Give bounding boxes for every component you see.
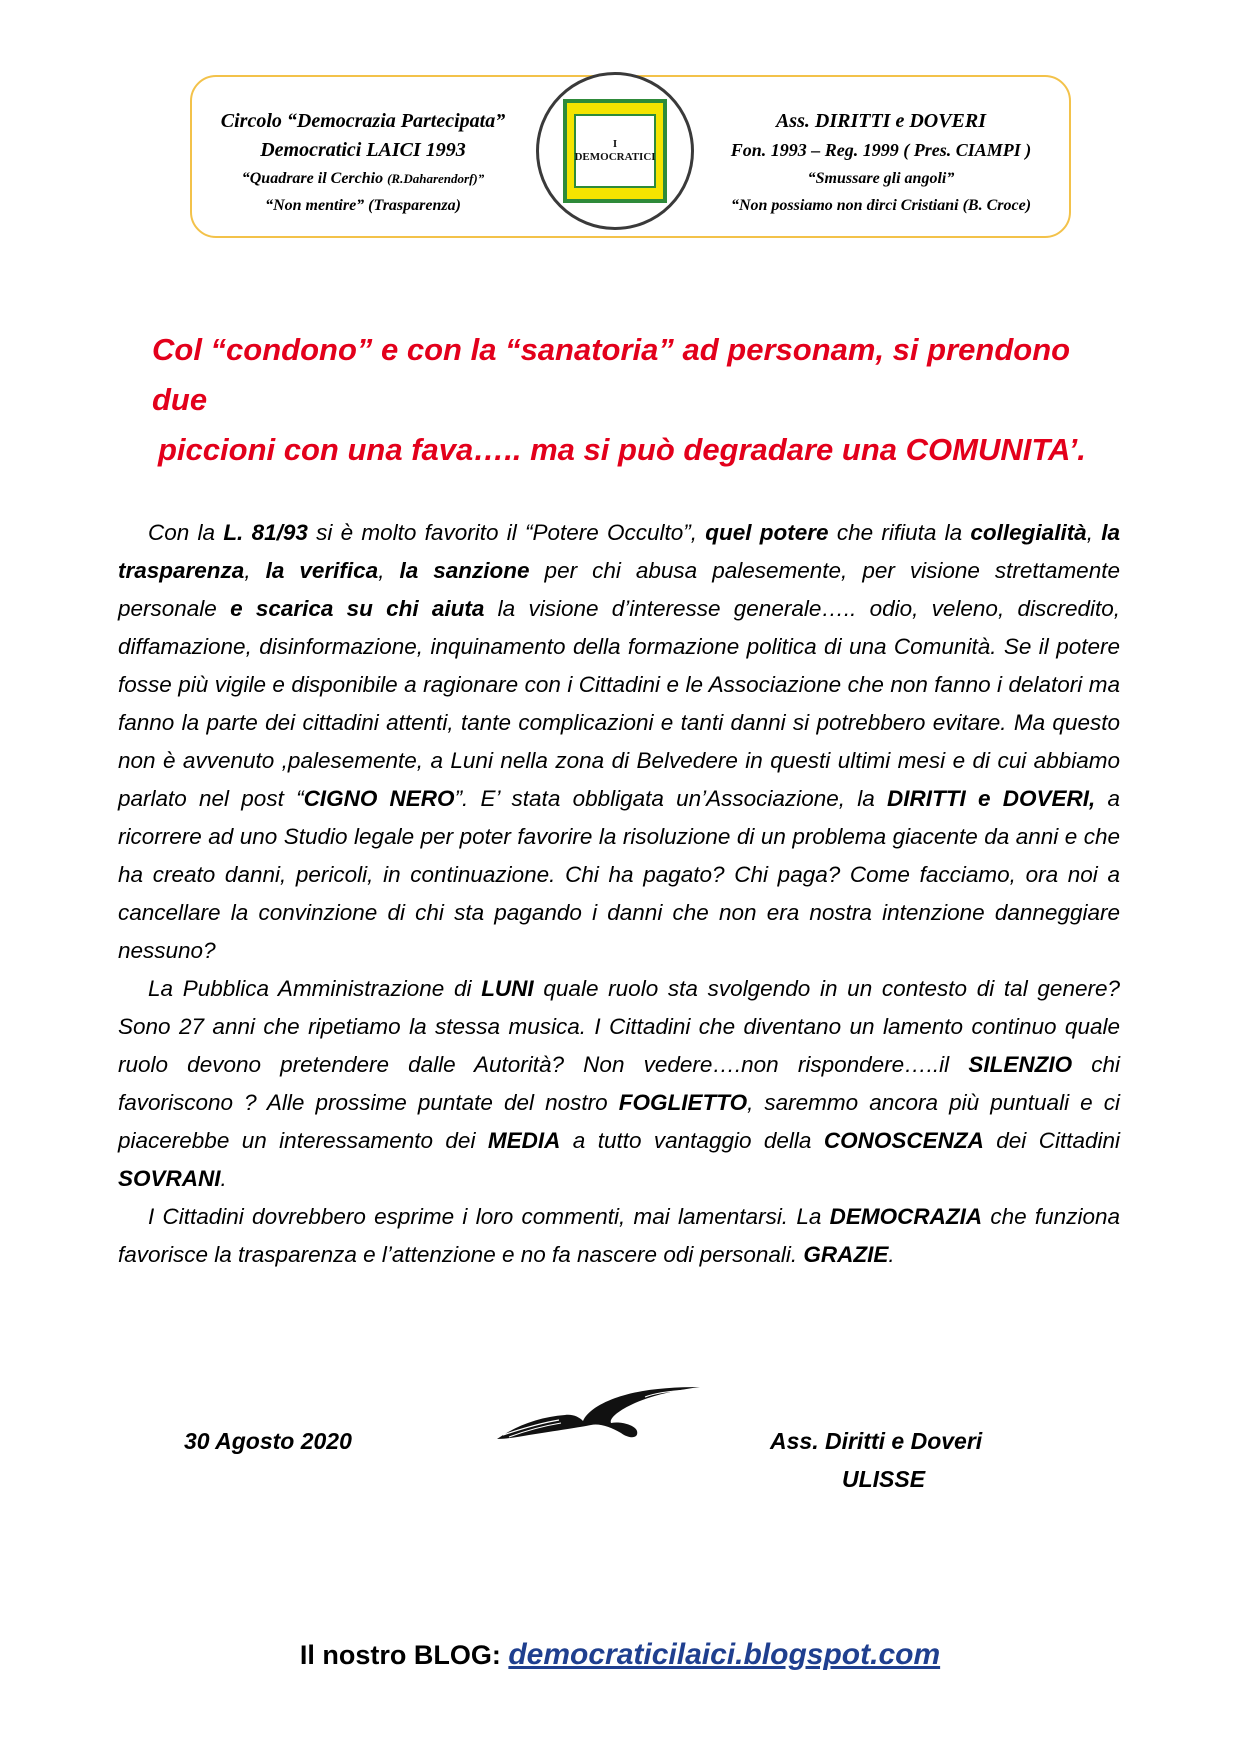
letterhead-left [204, 107, 522, 219]
circolo-name: Circolo “Democrazia Partecipata” [220, 110, 506, 132]
left-motto-2: “Non mentire” (Trasparenza) [265, 197, 461, 214]
signature-association: Ass. Diritti e Doveri [770, 1428, 983, 1454]
logo-inner [574, 114, 656, 188]
seagull-icon [495, 1373, 705, 1453]
foundation-info: Fon. 1993 – Reg. 1999 ( Pres. CIAMPI ) [730, 140, 1032, 160]
letterhead [190, 75, 1071, 238]
democratici-logo [535, 71, 695, 231]
right-motto: “Smussare gli angoli” [807, 170, 955, 187]
democratici-laici: Democratici LAICI 1993 [260, 139, 466, 161]
paragraph-3: I Cittadini dovrebbero esprime i loro commenti, mai lamentarsi. La DEMOCRAZIA che funziona favorisce la trasparenza e l’attenzione e no fa nascere odi personali. GRAZIE. [118, 1204, 1120, 1267]
logo-text-2: DEMOCRATICI [574, 151, 656, 163]
footer [0, 1638, 1240, 1672]
headline-line-1: Col “condono” e con la “sanatoria” ad personam, si prendono due [152, 332, 1071, 417]
letterhead-right [702, 107, 1060, 219]
paragraph-2: La Pubblica Amministrazione di LUNI quale ruolo sta svolgendo in un contesto di tal genere? Sono 27 anni che ripetiamo la stessa musica. I Cittadini che diventano un lamento continuo quale ruolo devono pretendere dalle Autorità? Non vedere….non rispondere…..il SILENZIO chi favoriscono ? Alle prossime puntate del nostro FOGLIETTO, saremmo ancora più puntuali e ci piacerebbe un interessamento dei MEDIA a tutto vantaggio della CONOSCENZA dei Cittadini SOVRANI. [118, 976, 1120, 1191]
left-motto [204, 165, 522, 192]
blog-link[interactable]: democraticilaici.blogspot.com [508, 1638, 941, 1671]
blog-label: Il nostro BLOG: [299, 1640, 509, 1670]
headline [120, 325, 1130, 475]
left-motto-author: (R.Daharendorf)” [387, 171, 485, 186]
body-text [118, 514, 1120, 1274]
headline-line-2: piccioni con una fava….. ma si può degradare una COMUNITA’. [158, 432, 1086, 467]
logo-text-1: I [612, 138, 618, 150]
paragraph-1: Con la L. 81/93 si è molto favorito il “Potere Occulto”, quel potere che rifiuta la collegialità, la trasparenza, la verifica, la sanzione per chi abusa palesemente, per visione strettamente personale e scarica su chi aiuta la visione d’interesse generale….. odio, veleno, discredito, diffamazione, disinformazione, inquinamento della formazione politica di una Comunità. Se il potere fosse più vigile e disponibile a ragionare con i Cittadini e le Associazione che non fanno i delatori ma fanno la parte dei cittadini attenti, tante complicazioni e tanti danni si potrebbero evitare. Ma questo non è avvenuto ,palesemente, a Luni nella zona di Belvedere in questi ultimi mesi e di cui abbiamo parlato nel post “CIGNO NERO”. E’ stata obbligata un’Associazione, la DIRITTI e DOVERI, a ricorrere ad uno Studio legale per poter favorire la risoluzione di un problema giacente da anni e che ha creato danni, pericoli, in continuazione. Chi ha pagato? Chi paga? Come facciamo, ora noi a cancellare la convinzione di chi sta pagando i danni che non era nostra intenzione danneggiare nessuno? [118, 520, 1120, 963]
left-motto-main: “Quadrare il Cerchio [241, 170, 388, 187]
right-motto-2: “Non possiamo non dirci Cristiani (B. Croce) [730, 197, 1032, 214]
association-name: Ass. DIRITTI e DOVERI [775, 110, 987, 132]
signature-name: ULISSE [842, 1466, 926, 1492]
logo-square [563, 99, 667, 203]
logo-circle [536, 72, 694, 230]
signature-date: 30 Agosto 2020 [184, 1428, 352, 1454]
